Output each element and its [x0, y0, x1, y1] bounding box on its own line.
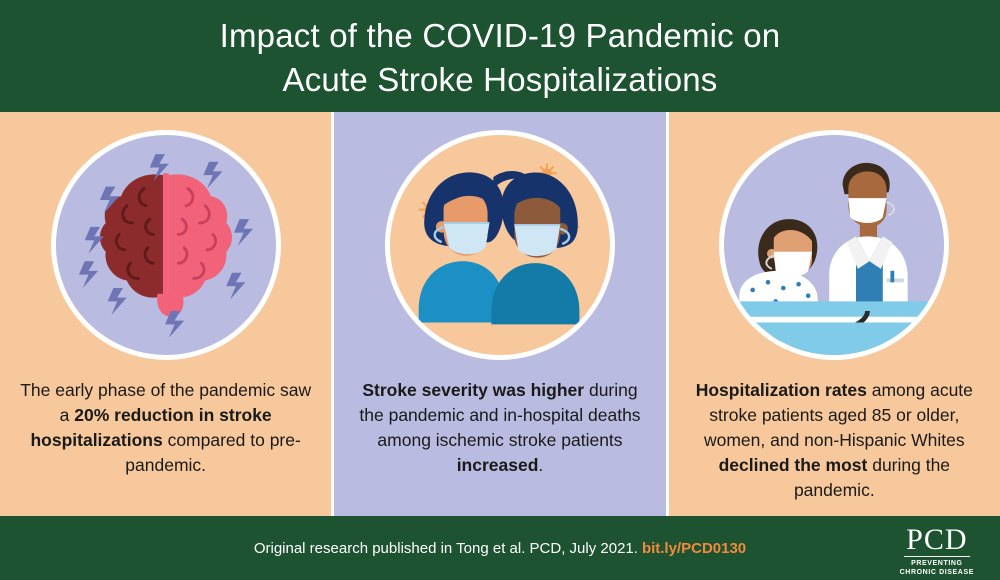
header-banner: [0, 0, 1000, 112]
caption-part-bold: declined the most: [718, 455, 868, 475]
panel-masks: [334, 112, 665, 516]
panels-row: [0, 112, 1000, 516]
caption-part-bold: 20% reduction in stroke hospitalizations: [30, 405, 272, 450]
page-title-line-2: Acute Stroke Hospitalizations: [282, 61, 718, 98]
two-people-wearing-masks-icon: [385, 130, 615, 360]
panel-hospital: [666, 112, 1000, 516]
footer-link[interactable]: bit.ly/PCD0130: [641, 539, 747, 557]
caption-part: compared to pre-pandemic.: [125, 430, 301, 475]
caption-part-bold: increased: [456, 455, 539, 475]
panel-brain-caption: [16, 378, 316, 478]
pcd-logo-sub-line-1: PREVENTING: [911, 560, 963, 567]
caption-part: .: [538, 455, 544, 475]
caption-part: during the pandemic and in-hospital deaths among ischemic stroke patients: [359, 380, 641, 450]
patient-in-hospital-bed-with-doctor-icon: [719, 130, 949, 360]
panel-hospital-caption: [684, 378, 984, 503]
footer-credit: Original research published in Tong et al. PCD, July 2021.: [253, 539, 638, 557]
pcd-logo-sub-line-2: CHRONIC DISEASE: [899, 569, 974, 576]
footer-banner: [0, 516, 1000, 580]
panel-brain: [0, 112, 334, 516]
caption-part: during the pandemic.: [793, 455, 951, 500]
caption-part: The early phase of the pandemic saw a: [20, 380, 312, 425]
caption-part-bold: Hospitalization rates: [695, 380, 867, 400]
pcd-logo: [900, 524, 974, 577]
pcd-logo-divider: [904, 556, 970, 557]
brain-with-lightning-bolts-icon: [51, 130, 281, 360]
caption-part: among acute stroke patients aged 85 or older, women, and non-Hispanic Whites: [703, 380, 973, 450]
page-title-line-1: Impact of the COVID-19 Pandemic on: [219, 17, 781, 54]
caption-part-bold: Stroke severity was higher: [362, 380, 585, 400]
pcd-logo-text: PCD: [906, 523, 968, 556]
panel-masks-caption: [350, 378, 650, 478]
